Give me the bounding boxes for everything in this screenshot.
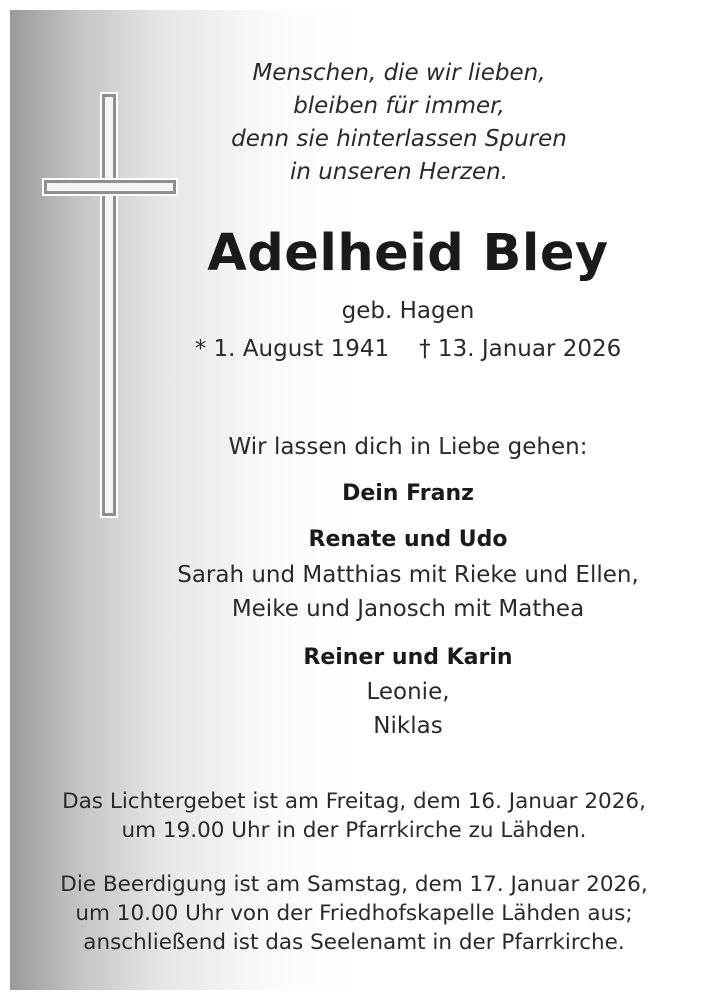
quote-line-4: in unseren Herzen. [289,159,509,185]
birth-date: * 1. August 1941 [194,336,390,362]
obituary-notice [10,10,698,990]
service2-line-1: Die Beerdigung ist am Samstag, dem 17. Januar 2026, [60,872,648,897]
service2-line-3: anschließend ist das Seelenamt in der Pfarrkirche. [83,930,625,955]
quote-line-2: bleiben für immer, [293,93,505,119]
family1-heading: Renate und Udo [308,527,508,552]
intro-text: Wir lassen dich in Liebe gehen: [228,434,588,460]
family2-line-1: Leonie, [366,679,450,705]
deceased-name: Adelheid Bley [207,224,609,283]
death-date: † 13. Januar 2026 [419,336,622,362]
quote-line-3: denn sie hinterlassen Spuren [231,126,567,152]
life-dates [64,336,698,362]
mourner-spouse: Dein Franz [342,481,474,506]
family2-heading: Reiner und Karin [303,645,513,670]
quote-line-1: Menschen, die wir lieben, [252,60,546,86]
service2-line-2: um 10.00 Uhr von der Friedhofskapelle Lähden aus; [75,901,633,926]
family2-line-2: Niklas [373,713,443,739]
maiden-name: geb. Hagen [341,298,475,324]
service1-line-1: Das Lichtergebet ist am Freitag, dem 16. Januar 2026, [62,789,646,814]
family1-line-1: Sarah und Matthias mit Rieke und Ellen, [177,562,639,588]
family1-line-2: Meike und Janosch mit Mathea [231,596,585,622]
service1-line-2: um 19.00 Uhr in der Pfarrkirche zu Lähden. [121,818,587,843]
